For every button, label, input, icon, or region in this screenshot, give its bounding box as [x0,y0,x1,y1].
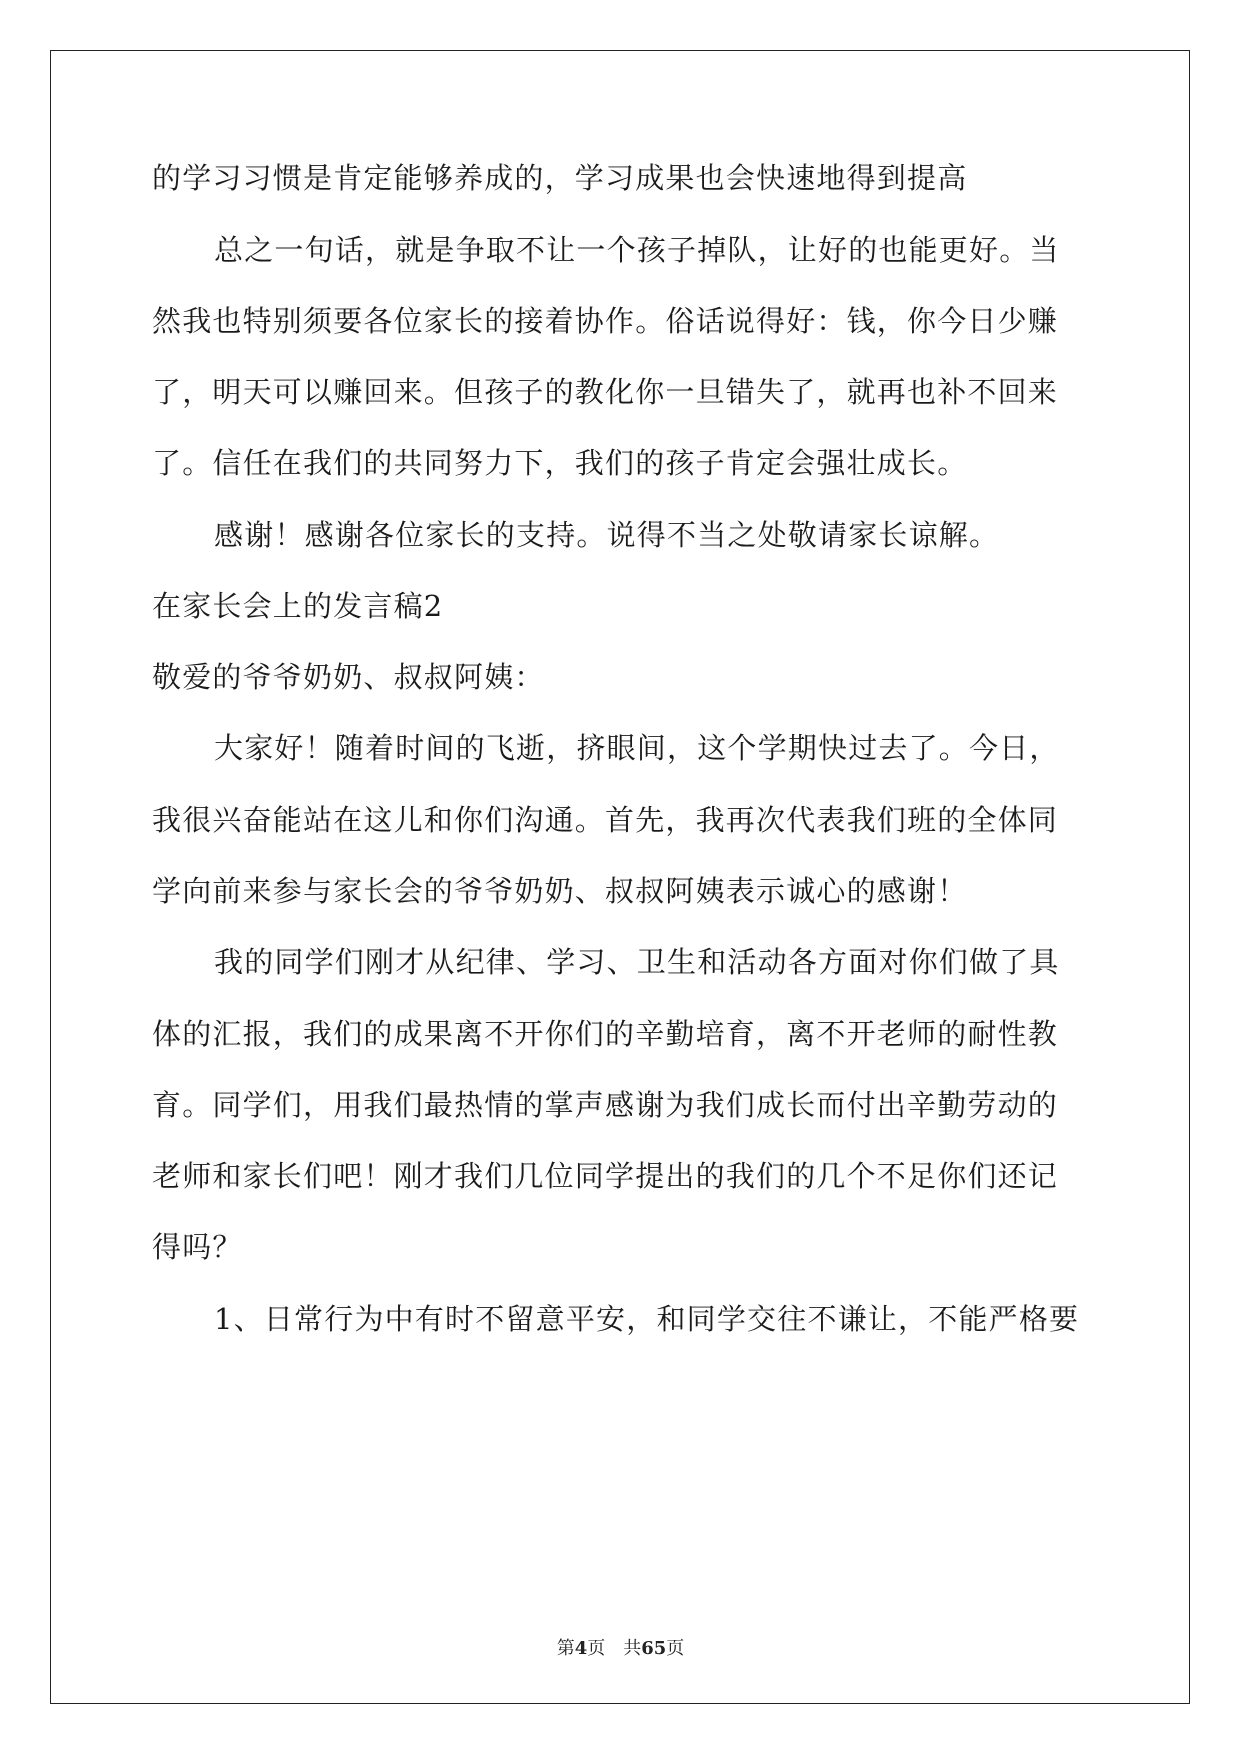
text-line: 学向前来参与家长会的爷爷奶奶、叔叔阿姨表示诚心的感谢！ [152,874,968,908]
page-number: 4 [574,1638,588,1659]
text-line: 得吗？ [152,1230,243,1264]
text-line: 总之一句话，就是争取不让一个孩子掉队，让好的也能更好。当 [214,233,1060,267]
text-line: 育。同学们，用我们最热情的掌声感谢为我们成长而付出辛勤劳动的 [152,1088,1059,1122]
total-pages: 65 [641,1638,667,1659]
page-footer [0,1634,1241,1660]
text-line: 1、日常行为中有时不留意平安，和同学交往不谦让，不能严格要 [214,1302,1080,1336]
footer-mid: 页 共 [587,1638,642,1659]
footer-prefix: 第 [556,1638,575,1659]
text-line: 了。信任在我们的共同努力下，我们的孩子肯定会强壮成长。 [152,446,968,480]
text-line: 老师和家长们吧！刚才我们几位同学提出的我们的几个不足你们还记 [152,1159,1059,1193]
text-line: 我很兴奋能站在这儿和你们沟通。首先，我再次代表我们班的全体同 [152,803,1059,837]
section-heading: 在家长会上的发言稿2 [152,589,444,623]
text-line: 我的同学们刚才从纪律、学习、卫生和活动各方面对你们做了具 [214,945,1060,979]
footer-suffix: 页 [666,1638,685,1659]
text-line: 了，明天可以赚回来。但孩子的教化你一旦错失了，就再也补不回来 [152,375,1059,409]
text-line: 感谢！感谢各位家长的支持。说得不当之处敬请家长谅解。 [214,518,1000,552]
text-line: 体的汇报，我们的成果离不开你们的辛勤培育，离不开老师的耐性教 [152,1017,1059,1051]
text-line: 大家好！随着时间的飞逝，挤眼间，这个学期快过去了。今日， [214,731,1060,765]
text-line: 然我也特别须要各位家长的接着协作。俗话说得好：钱，你今日少赚 [152,304,1059,338]
salutation: 敬爱的爷爷奶奶、叔叔阿姨： [152,660,545,694]
text-line: 的学习习惯是肯定能够养成的，学习成果也会快速地得到提高 [152,161,968,195]
